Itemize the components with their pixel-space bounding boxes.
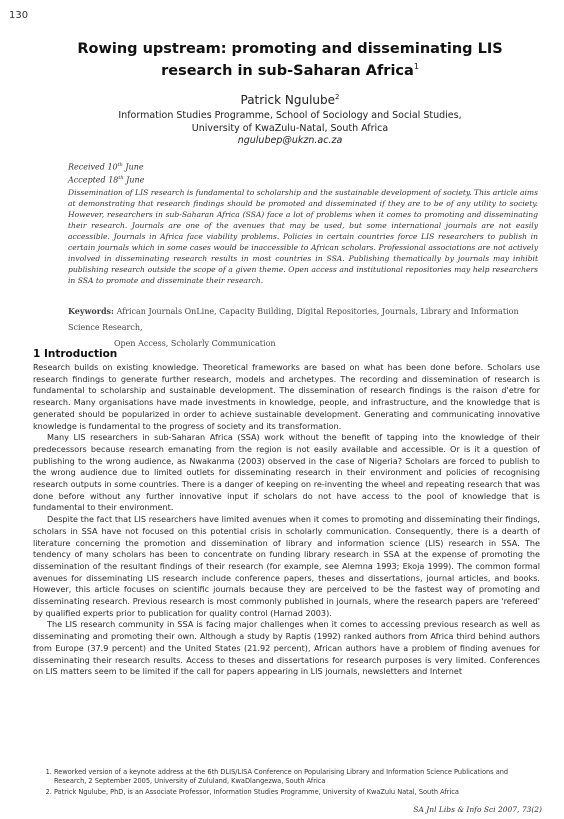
abstract: Dissemination of LIS research is fundamental to scholarship and the sustainable development of society. This article aims at demonstrating that research findings should be promoted and disseminated if they are to be of any utility to society. However, researchers in sub-Saharan Africa (SSA) face a lot of problems when it comes to promoting and disseminating their research. Journals are one of the avenues that may be used, but some international journals are not easily accessible. Journals in Africa face viability problems. Policies in certain countries force LIS researchers to publish in certain journals which in some cases would be inaccessible to African scholars. Professional associations are not actively involved in disseminating research results in most countries in SSA. Publishing thematically by journals may inhibit publishing research outside the scope of a given theme. Open access and institutional repositories may help researchers in SSA to promote and disseminate their research. — [68, 188, 538, 285]
affiliation-line-2: University of KwaZulu-Natal, South Africa — [191, 122, 389, 134]
accepted-sup: th — [118, 174, 124, 181]
author-name — [40, 93, 540, 107]
keywords-text-1: African Journals OnLine, Capacity Building, Digital Repositories, Journals, Library and Information Science Research, — [68, 307, 519, 332]
footnote-item: 2. Patrick Ngulube, PhD, is an Associate Professor, Information Studies Programme, University of KwaZulu Natal, South Africa — [54, 788, 540, 797]
section-body — [33, 362, 540, 678]
received-sup: th — [117, 162, 123, 168]
body-paragraph: The LIS research community in SSA is facing major challenges when it comes to accessing previous research as well as disseminating and promoting their own. Although a study by Raptis (1992) ranked authors from Africa third behind authors from Europe (37.9 percent) and the United States (21.92 percent), African authors have a problem of finding avenues for disseminating their research results. Access to theses and dissertations for research purposes is very limited. Conferences on LIS matters seem to be limited if the call for papers appearing in LIS journals, newsletters and Internet — [33, 619, 540, 677]
accepted-month: June — [123, 175, 145, 185]
author-affiliation — [40, 110, 540, 148]
keywords-line-1 — [68, 303, 540, 336]
section-heading: 1 Introduction — [33, 348, 118, 360]
keywords-label: Keywords: — [68, 306, 115, 316]
journal-reference: SA Jnl Libs & Info Sci 2007, 73(2) — [413, 805, 542, 814]
body-paragraph: Many LIS researchers in sub-Saharan Africa (SSA) work without the benefit of tapping into the knowledge of their predecessors because research emanating from the region is not easily available and accessible. Or is it a question of publishing to the wrong audience, as Nwakanma (2003) observed in the case of Nigeria? Scholars are forced to publish to the wrong audience due to limited outlets for disseminating research in their environment and policies of recognising research outputs in some countries. There is a danger of keeping on re-inventing the wheel and repeating research that was done before without any further innovative input if scholars do not have access to the pool of knowledge that is fundamental to their environment. — [33, 432, 540, 513]
body-paragraph: Research builds on existing knowledge. Theoretical frameworks are based on what has been done before. Scholars use research findings to generate further research, models and archetypes. The recording and dissemination of research is fundamental to scholarship and sustainable development. The dissemination of research findings is the raison d'etre for research. Many organisations have made investments in knowledge, people, and infrastructure, and the knowledge that is generated should be popularized in order to achieve sustainable development. Generating and communicating innovative knowledge is fundamental to the progress of society and its transformation. — [33, 362, 540, 431]
received-month: June — [122, 162, 144, 172]
accepted-label: Accepted 18 — [68, 175, 119, 185]
footnote-item: 1. Reworked version of a keynote address at the 6th DLIS/LISA Conference on Popularising Library and Information Science Publications and Research, 2 September 2005, University of Zululand, KwaDlangezwa, South Africa — [54, 768, 540, 787]
title-text: Rowing upstream: promoting and disseminating LIS research in sub-Saharan Africa — [77, 41, 503, 79]
body-paragraph: Despite the fact that LIS researchers have limited avenues when it comes to promoting and disseminating their findings, scholars in SSA have not focused on this potential crisis in scholarly communication. Consequently, there is a dearth of literature concerning the promotion and dissemination of library and information science (LIS) research in SSA. The tendency of many scholars has been to concentrate on funding library research in SSA at the expense of promoting the dissemination of the resultant findings of their research (for example, see Alemna 1993; Ekoja 1999). The common formal avenues for disseminating LIS research include conference papers, theses and dissertations, journal articles, and books. However, this article focuses on scientific journals because they are perceived to be the fastest way of promoting and disseminating research. Previous research is most commonly published in journals, where the research papers are 'refereed' by qualified experts prior to publication for quality control (Harnad 2003). — [33, 514, 540, 618]
keywords-line-2: Open Access, Scholarly Communication — [114, 339, 276, 348]
author-email: ngulubep@ukzn.ac.za — [237, 135, 343, 146]
title-footnote-mark: 1 — [413, 62, 419, 71]
received-date — [68, 160, 144, 173]
footnotes — [44, 768, 540, 798]
article-dates — [68, 160, 144, 185]
received-label: Received 10 — [68, 162, 118, 172]
accepted-date — [68, 173, 144, 186]
author-footnote-mark: 2 — [335, 93, 340, 101]
author-name-text: Patrick Ngulube — [240, 93, 336, 107]
keywords — [68, 303, 540, 352]
page-number: 130 — [9, 10, 29, 21]
article-title — [40, 40, 540, 80]
affiliation-line-1: Information Studies Programme, School of Sociology and Social Studies, — [118, 110, 462, 121]
